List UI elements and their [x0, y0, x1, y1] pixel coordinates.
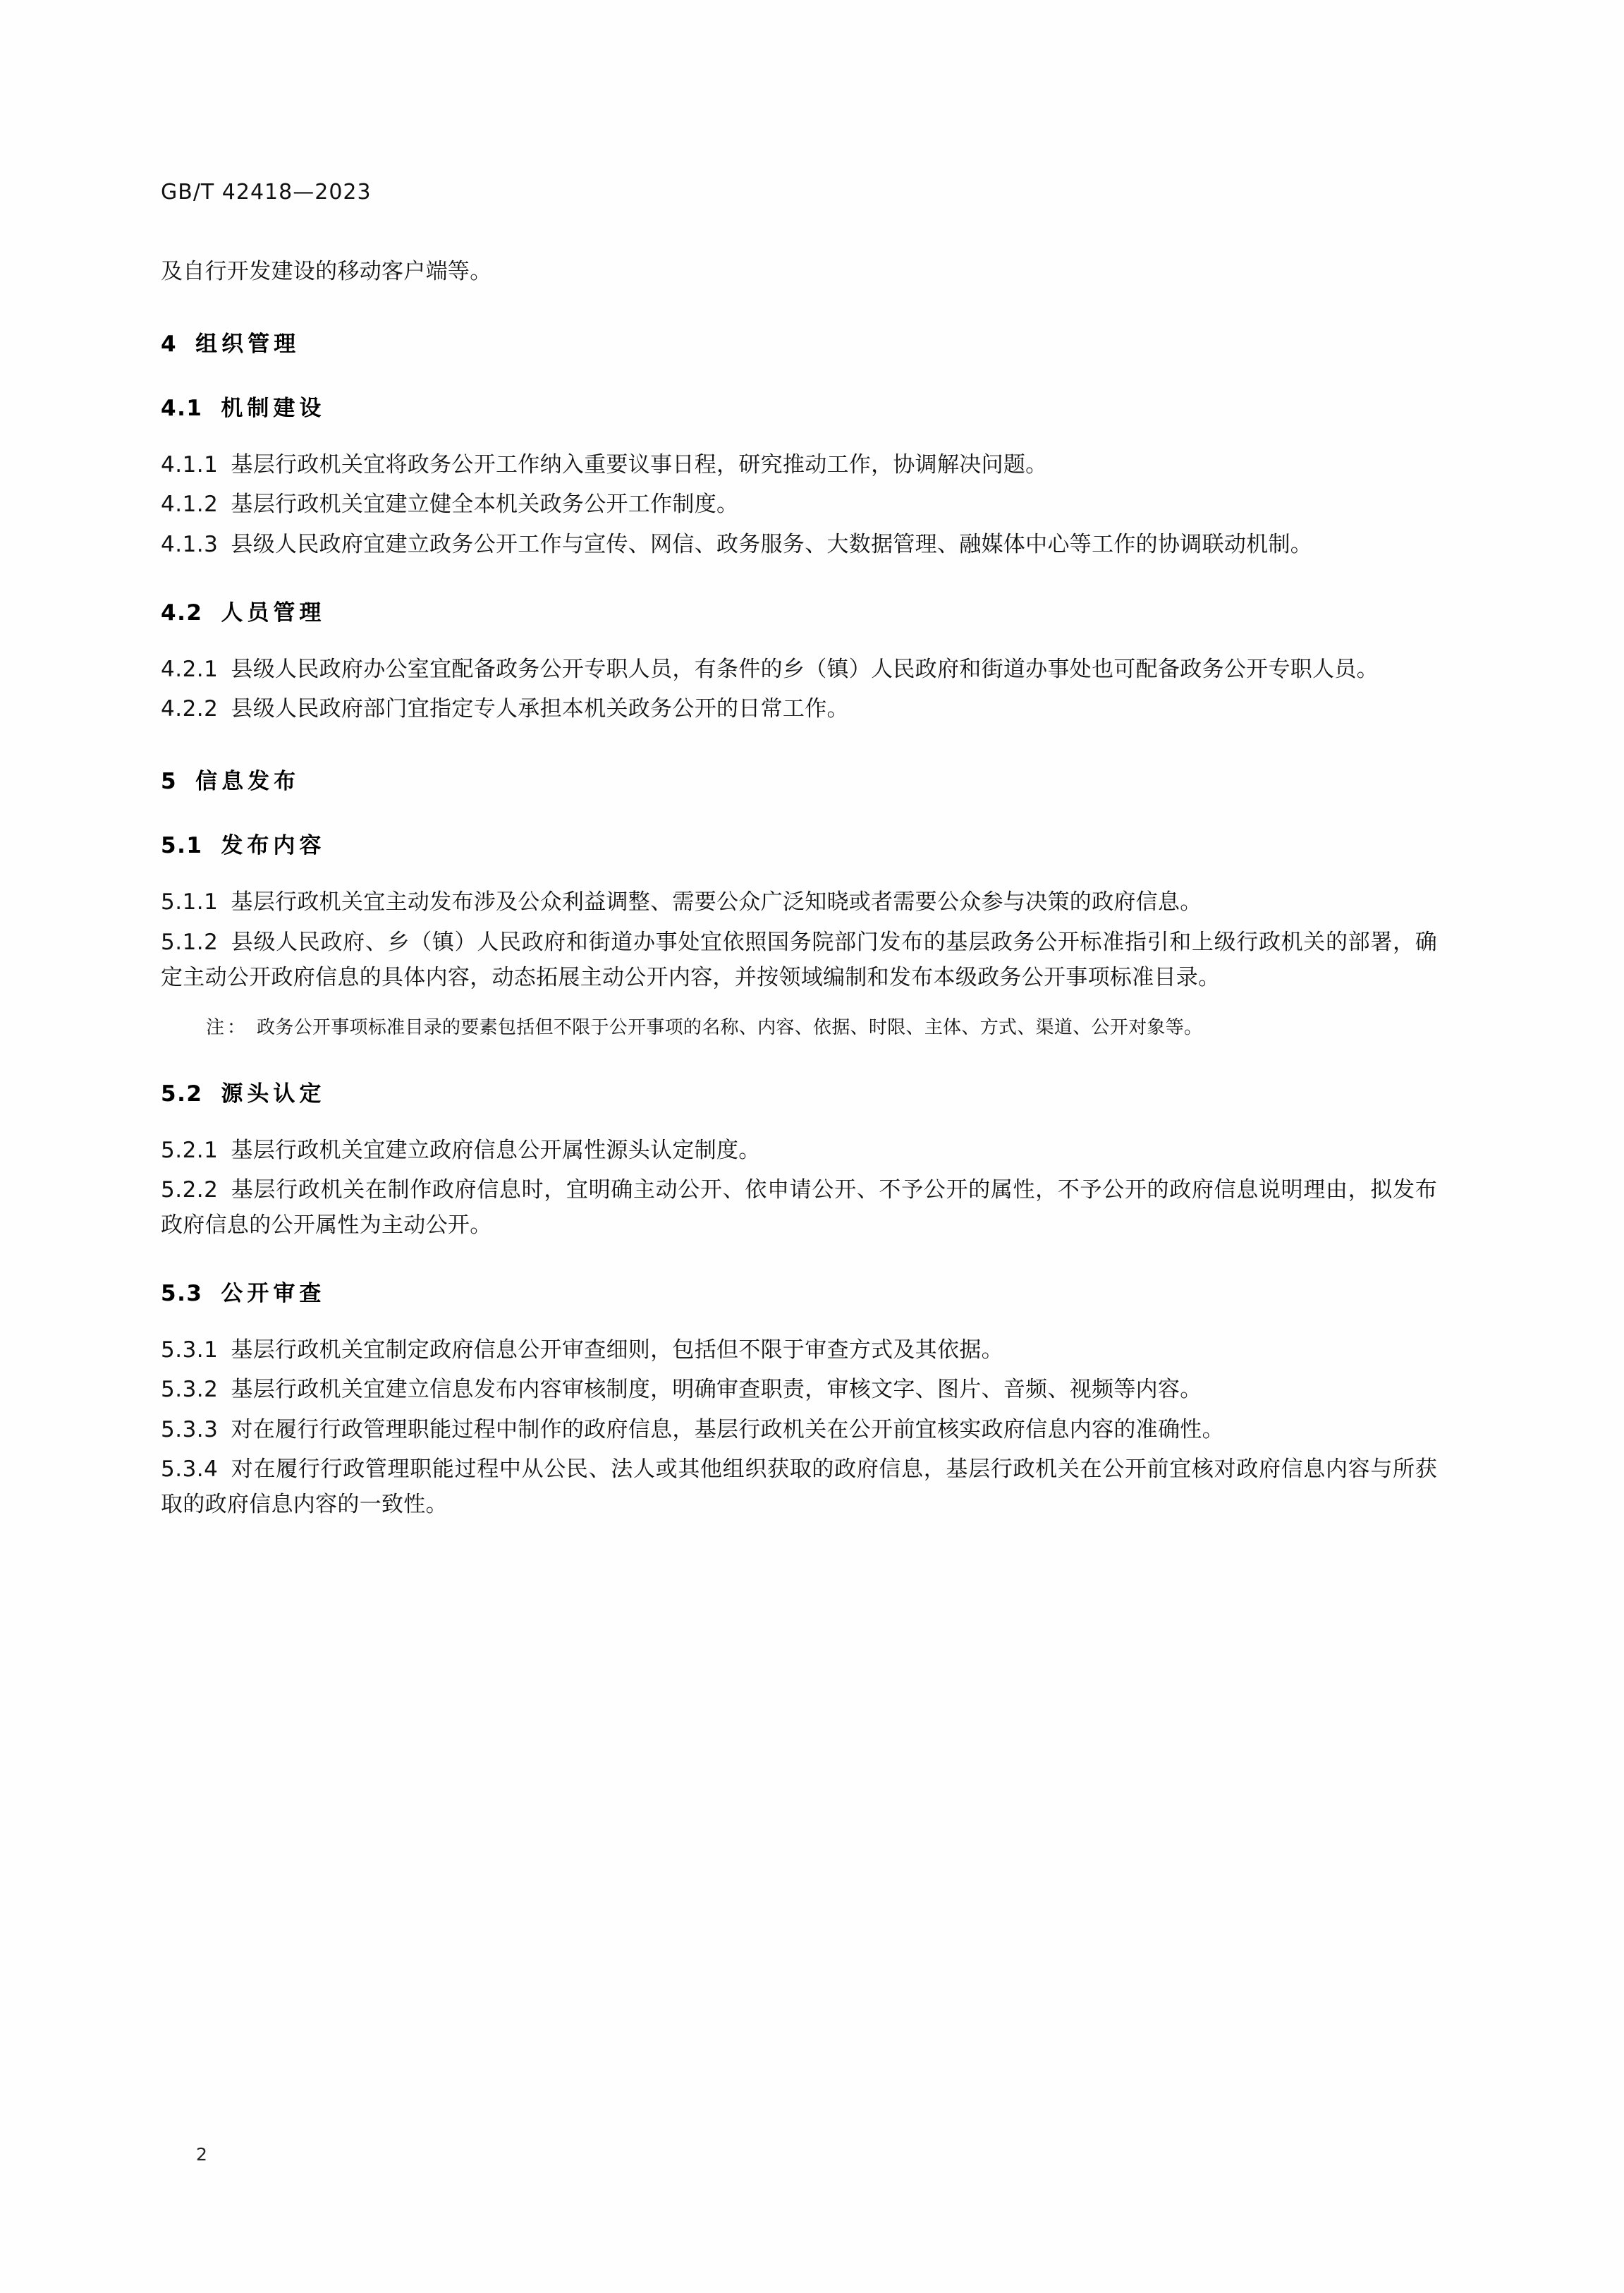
clause-number: 5.3.1 — [161, 1337, 219, 1363]
clause-number: 5.2.2 — [161, 1176, 219, 1203]
clause-5-3-3 — [161, 1412, 1437, 1447]
section-number-5-3: 5.3 — [161, 1281, 203, 1307]
clause-number: 5.3.4 — [161, 1456, 219, 1482]
clause-text: 基层行政机关在制作政府信息时，宜明确主动公开、依申请公开、不予公开的属性，不予公开的政府信息说明理由，拟发布政府信息的公开属性为主动公开。 — [161, 1176, 1437, 1238]
section-number-4-2: 4.2 — [161, 600, 203, 626]
clause-5-3-2 — [161, 1372, 1437, 1407]
section-heading-4-2 — [161, 595, 1437, 626]
clause-5-2-2 — [161, 1172, 1437, 1243]
clause-5-3-1 — [161, 1332, 1437, 1368]
clause-text: 对在履行行政管理职能过程中制作的政府信息，基层行政机关在公开前宜核实政府信息内容的准确性。 — [231, 1416, 1224, 1442]
section-title-4: 组织管理 — [195, 332, 300, 358]
clause-text: 县级人民政府办公室宜配备政务公开专职人员，有条件的乡（镇）人民政府和街道办事处也可配备政务公开专职人员。 — [231, 656, 1379, 682]
section-heading-5-3 — [161, 1275, 1437, 1307]
clause-5-1-1 — [161, 884, 1437, 920]
clause-number: 5.1.2 — [161, 929, 219, 955]
note-label: 注： — [206, 1016, 249, 1038]
clause-number: 4.2.2 — [161, 696, 219, 722]
clause-text: 基层行政机关宜主动发布涉及公众利益调整、需要公众广泛知晓或者需要公众参与决策的政府信息。 — [231, 889, 1202, 916]
section-number-5-2: 5.2 — [161, 1081, 203, 1107]
clause-number: 5.3.2 — [161, 1377, 219, 1403]
clause-5-2-1 — [161, 1133, 1437, 1168]
section-number-5-1: 5.1 — [161, 833, 203, 859]
clause-text: 县级人民政府部门宜指定专人承担本机关政务公开的日常工作。 — [231, 696, 849, 722]
section-number-4-1: 4.1 — [161, 396, 203, 422]
clause-text: 基层行政机关宜建立政府信息公开属性源头认定制度。 — [231, 1137, 761, 1163]
clause-number: 4.1.2 — [161, 492, 219, 518]
clause-text: 基层行政机关宜建立健全本机关政务公开工作制度。 — [231, 492, 739, 518]
clause-4-1-2 — [161, 487, 1437, 522]
section-number-4: 4 — [161, 332, 178, 358]
section-heading-4-1 — [161, 390, 1437, 422]
clause-number: 5.2.1 — [161, 1137, 219, 1163]
standard-number-header: GB/T 42418—2023 — [161, 180, 372, 205]
clause-4-1-3 — [161, 527, 1437, 562]
section-title-5-2: 源头认定 — [221, 1081, 326, 1107]
clause-number: 4.1.3 — [161, 531, 219, 557]
clause-text: 基层行政机关宜建立信息发布内容审核制度，明确审查职责，审核文字、图片、音频、视频等内容。 — [231, 1377, 1202, 1403]
section-heading-5-2 — [161, 1076, 1437, 1107]
section-title-4-2: 人员管理 — [221, 600, 326, 626]
clause-text: 基层行政机关宜将政务公开工作纳入重要议事日程，研究推动工作，协调解决问题。 — [231, 452, 1048, 478]
section-title-4-1: 机制建设 — [221, 396, 326, 422]
page-content — [161, 180, 1437, 1526]
section-title-5: 信息发布 — [195, 769, 300, 795]
note-5-1 — [206, 1014, 1437, 1043]
page-number: 2 — [196, 2144, 207, 2165]
clause-number: 5.3.3 — [161, 1416, 219, 1442]
clause-text: 县级人民政府宜建立政务公开工作与宣传、网信、政务服务、大数据管理、融媒体中心等工作的协调联动机制。 — [231, 531, 1313, 557]
clause-4-2-1 — [161, 652, 1437, 687]
clause-text: 基层行政机关宜制定政府信息公开审查细则，包括但不限于审查方式及其依据。 — [231, 1337, 1003, 1363]
clause-text: 县级人民政府、乡（镇）人民政府和街道办事处宜依照国务院部门发布的基层政务公开标准指引和上级行政机关的部署，确定主动公开政府信息的具体内容，动态拓展主动公开内容，并按领域编制和发布本级政务公开事项标准目录。 — [161, 929, 1437, 990]
clause-5-3-4 — [161, 1452, 1437, 1522]
clause-text: 对在履行行政管理职能过程中从公民、法人或其他组织获取的政府信息，基层行政机关在公开前宜核对政府信息内容与所获取的政府信息内容的一致性。 — [161, 1456, 1437, 1518]
intro-paragraph: 及自行开发建设的移动客户端等。 — [161, 259, 492, 284]
clause-5-1-2 — [161, 925, 1437, 995]
clause-4-2-2 — [161, 691, 1437, 726]
note-text: 政务公开事项标准目录的要素包括但不限于公开事项的名称、内容、依据、时限、主体、方式、渠道、公开对象等。 — [257, 1016, 1203, 1038]
clause-number: 5.1.1 — [161, 889, 219, 916]
section-heading-4 — [161, 326, 1437, 358]
section-title-5-3: 公开审查 — [221, 1281, 326, 1307]
clause-4-1-1 — [161, 447, 1437, 482]
section-title-5-1: 发布内容 — [221, 833, 326, 859]
clause-number: 4.1.1 — [161, 452, 219, 478]
clause-number: 4.2.1 — [161, 656, 219, 682]
section-heading-5 — [161, 763, 1437, 795]
section-number-5: 5 — [161, 769, 178, 795]
section-heading-5-1 — [161, 827, 1437, 859]
